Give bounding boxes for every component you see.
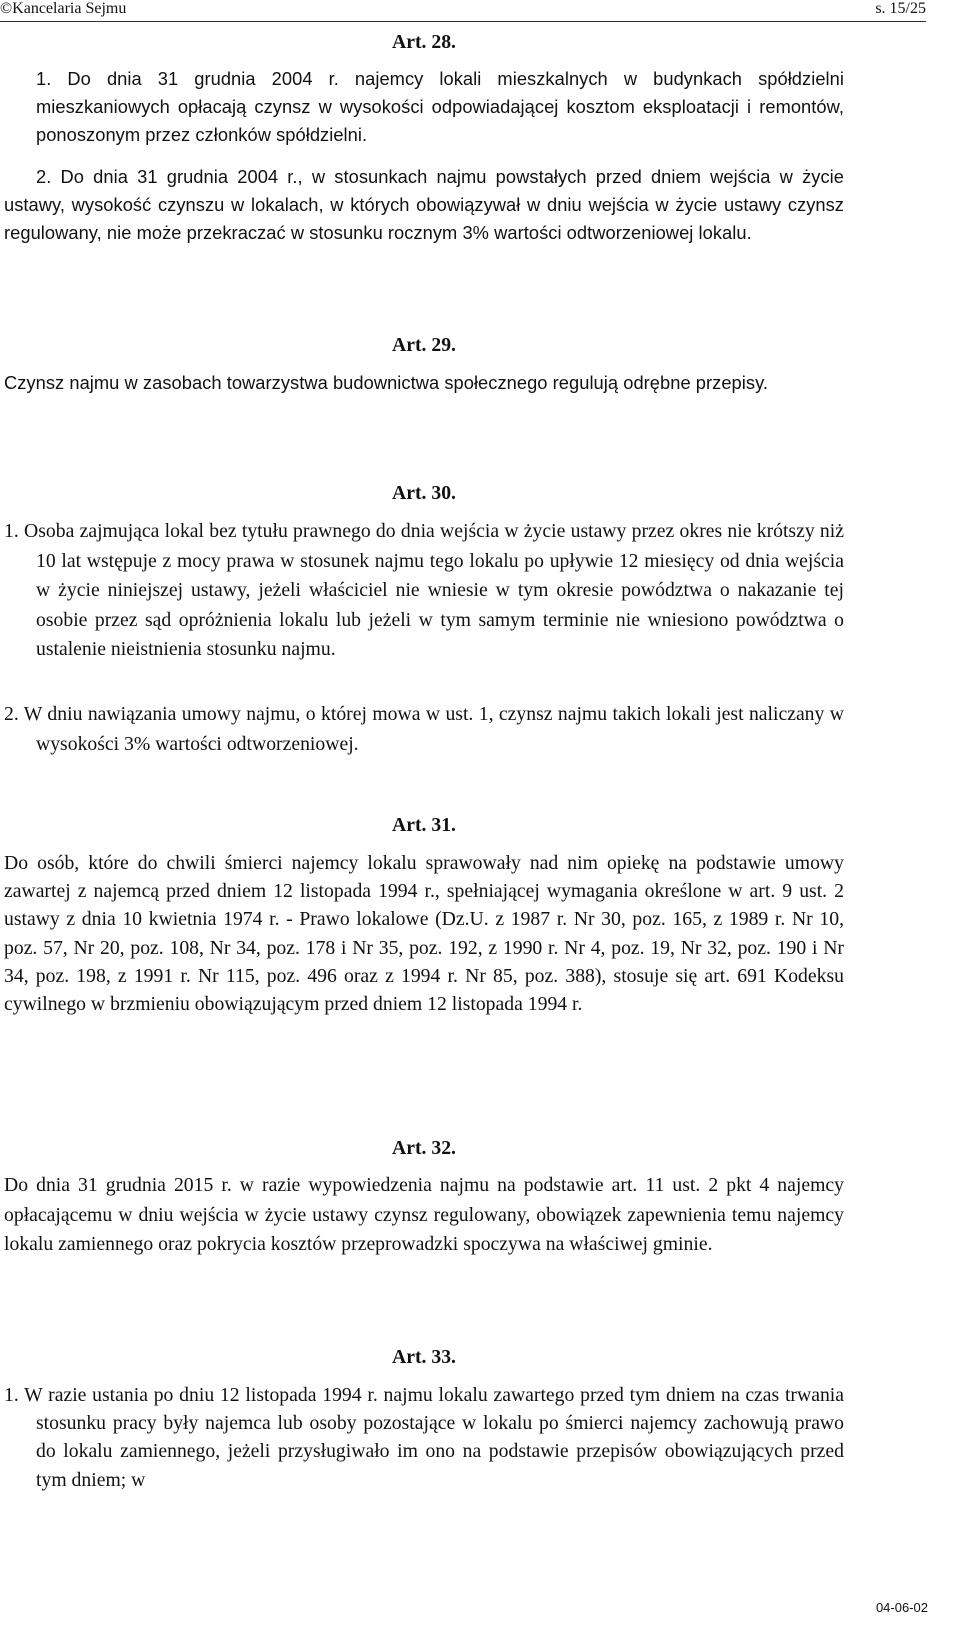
article-29-title: Art. 29. <box>392 334 456 356</box>
article-32-para-1: Do dnia 31 grudnia 2015 r. w razie wypowiedzenia najmu na podstawie art. 11 ust. 2 pkt 4 najemcy opłacającemu w dniu wejścia w życie ustawy czynsz regulowany, obowiązek zapewnienia temu najemcy lokalu zamiennego oraz pokrycia kosztów przeprowadzki spoczywa na właściwej gminie. <box>4 1174 844 1255</box>
footer-code: 04-06-02 <box>875 1600 928 1615</box>
article-30-title: Art. 30. <box>392 482 456 504</box>
article-30-para-2: 2. W dniu nawiązania umowy najmu, o której mowa w ust. 1, czynsz najmu takich lokali jest naliczany w wysokości 3% wartości odtworzeniowej. <box>4 703 844 755</box>
article-31-title: Art. 31. <box>392 814 456 836</box>
article-28-para-2: 2. Do dnia 31 grudnia 2004 r., w stosunkach najmu powstałych przed dniem wejścia w życie ustawy, wysokość czynszu w lokalach, w których obowiązywał w dniu wejścia w życie ustawy czynsz regulowany, nie może przekraczać w stosunku rocznym 3% wartości odtworzeniowej lokalu. <box>4 166 844 244</box>
header-copyright: ©Kancelaria Sejmu <box>0 0 127 17</box>
article-33-para-1: 1. W razie ustania po dniu 12 listopada 1994 r. najmu lokalu zawartego przed tym dniem na czas trwania stosunku pracy były najemca lub osoby pozostające w lokalu po śmierci najemcy zachowują prawo do lokalu zamiennego, jeżeli przysługiwało im ono na podstawie przepisów obowiązujących przed tym dniem; w <box>4 1384 844 1491</box>
article-33-title: Art. 33. <box>392 1346 456 1368</box>
article-28-para-1: 1. Do dnia 31 grudnia 2004 r. najemcy lokali mieszkalnych w budynkach spółdzielni mieszkaniowych opłacają czynsz w wysokości odpowiadającej kosztom eksploatacji i remontów, ponoszonym przez członków spółdzielni. <box>36 68 844 146</box>
article-31-para-1: Do osób, które do chwili śmierci najemcy lokalu sprawowały nad nim opiekę na podstawie umowy zawartej z najemcą przed dniem 12 listopada 1994 r., spełniającej wymagania określone w art. 9 ust. 2 ustawy z dnia 10 kwietnia 1974 r. - Prawo lokalowe (Dz.U. z 1987 r. Nr 30, poz. 165, z 1989 r. Nr 10, poz. 57, Nr 20, poz. 108, Nr 34, poz. 178 i Nr 35, poz. 192, z 1990 r. Nr 4, poz. 19, Nr 32, poz. 190 i Nr 34, poz. 198, z 1991 r. Nr 115, poz. 496 oraz z 1994 r. Nr 85, poz. 388), stosuje się art. 691 Kodeksu cywilnego w brzmieniu obowiązującym przed dniem 12 listopada 1994 r. <box>4 852 844 1016</box>
article-32-title: Art. 32. <box>392 1137 456 1159</box>
page-header <box>0 0 926 22</box>
article-29-para-1: Czynsz najmu w zasobach towarzystwa budownictwa społecznego regulują odrębne przepisy. <box>4 372 769 393</box>
header-page-number: s. 15/25 <box>875 0 926 17</box>
article-30-para-1: 1. Osoba zajmująca lokal bez tytułu prawnego do dnia wejścia w życie ustawy przez okres nie krótszy niż 10 lat wstępuje z mocy prawa w stosunek najmu tego lokalu po upływie 12 miesięcy od dnia wejścia w życie niniejszej ustawy, jeżeli właściciel nie wniesie w tym okresie powództwa o nakazanie tej osobie przez sąd opróżnienia lokalu lub jeżeli w tym samym terminie nie wniesiono powództwa o ustalenie nieistnienia stosunku najmu. <box>4 520 844 660</box>
article-28-title: Art. 28. <box>392 31 456 53</box>
